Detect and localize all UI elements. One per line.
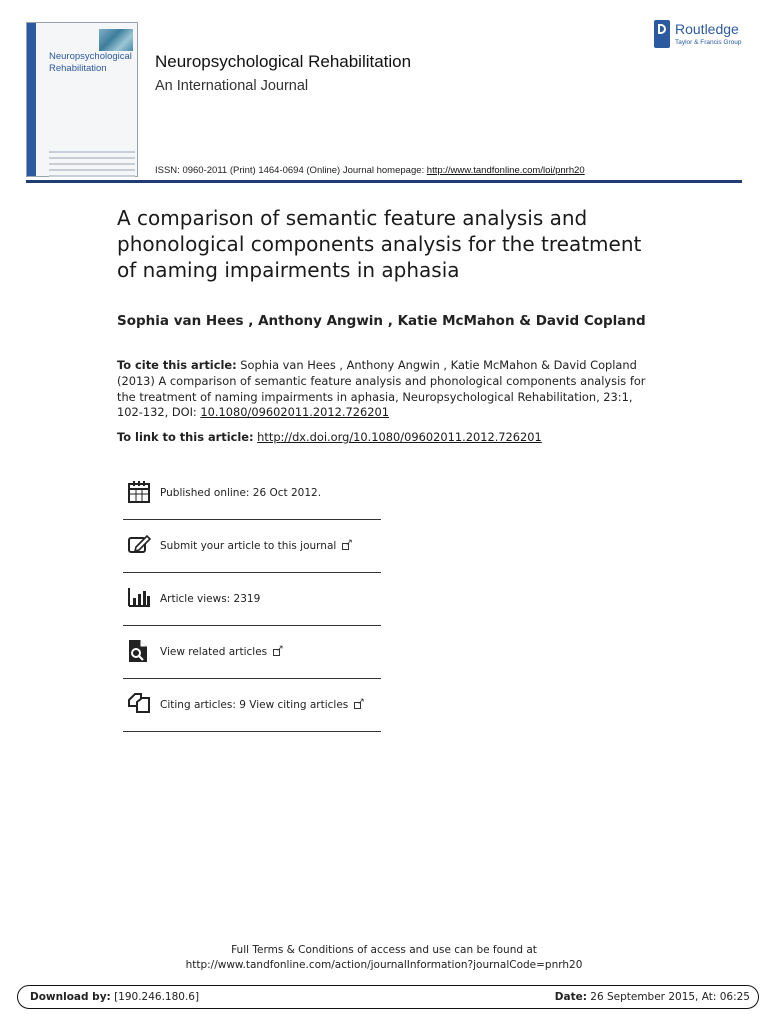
copy-documents-icon [127, 692, 157, 718]
external-link-icon [273, 649, 280, 656]
article-doi-url[interactable]: http://dx.doi.org/10.1080/09602011.2012.726201 [257, 430, 542, 444]
routledge-logo-icon [654, 20, 670, 48]
views-row [123, 573, 381, 626]
article-title: A comparison of semantic feature analysis and phonological components analysis for the treatment of naming impairments in aphasia [117, 206, 642, 282]
related-row[interactable] [123, 626, 381, 679]
download-date [555, 991, 750, 1003]
calendar-icon [127, 480, 157, 506]
date-value: 26 September 2015, At: 06:25 [590, 991, 750, 1003]
terms-url[interactable]: http://www.tandfonline.com/action/journalInformation?journalCode=pnrh20 [185, 959, 583, 971]
journal-title: Neuropsychological Rehabilitation [155, 52, 412, 71]
published-date: Published online: 26 Oct 2012. [160, 486, 322, 499]
link-label: To link to this article: [117, 430, 254, 444]
citing-row[interactable] [123, 679, 381, 732]
cite-label: To cite this article: [117, 358, 237, 372]
download-info-bar [17, 985, 759, 1009]
cover-artwork [99, 29, 133, 51]
cite-text: Sophia van Hees , Anthony Angwin , Katie McMahon & David Copland (2013) A comparison of semantic feature analysis and phonological components analysis for the treatment of naming impairments in aphasia, Neuropsychological Rehabilitation, 23:1, 102-132, DOI: [117, 358, 646, 420]
download-by [30, 991, 199, 1003]
external-link-icon [354, 702, 361, 709]
citation-block [117, 358, 647, 421]
download-label: Download by: [30, 991, 111, 1003]
search-document-icon [127, 639, 157, 665]
article-info-list [123, 466, 381, 732]
doi-link[interactable]: 10.1080/09602011.2012.726201 [200, 405, 390, 420]
issn-line [155, 165, 585, 176]
publisher-subname: Taylor & Francis Group [675, 39, 742, 46]
cover-title: Neuropsychological Rehabilitation [49, 51, 132, 74]
cover-spine [27, 23, 36, 176]
header-divider [26, 180, 742, 183]
journal-cover-thumbnail [26, 22, 138, 177]
journal-homepage-link[interactable]: http://www.tandfonline.com/loi/pnrh20 [426, 165, 585, 176]
issn-text: ISSN: 0960-2011 (Print) 1464-0694 (Online) Journal homepage: [155, 165, 425, 176]
citing-articles-link[interactable]: Citing articles: 9 View citing articles [160, 699, 349, 711]
submit-row[interactable] [123, 520, 381, 573]
external-link-icon [342, 543, 349, 550]
download-ip: [190.246.180.6] [114, 991, 200, 1003]
published-row [123, 466, 381, 520]
link-line [117, 430, 542, 444]
article-authors: Sophia van Hees , Anthony Angwin , Katie McMahon & David Copland [117, 313, 646, 329]
publisher-name: Routledge [675, 21, 739, 37]
terms-line-1: Full Terms & Conditions of access and use can be found at [231, 944, 537, 956]
article-views: Article views: 2319 [160, 593, 261, 605]
terms-notice [0, 943, 768, 973]
submit-article-link[interactable]: Submit your article to this journal [160, 540, 337, 552]
bar-chart-icon [127, 586, 157, 612]
date-label: Date: [554, 991, 587, 1003]
cover-text-lines [49, 151, 135, 181]
related-articles-link[interactable]: View related articles [160, 646, 268, 658]
edit-icon [127, 533, 157, 559]
journal-subtitle: An International Journal [155, 78, 309, 94]
